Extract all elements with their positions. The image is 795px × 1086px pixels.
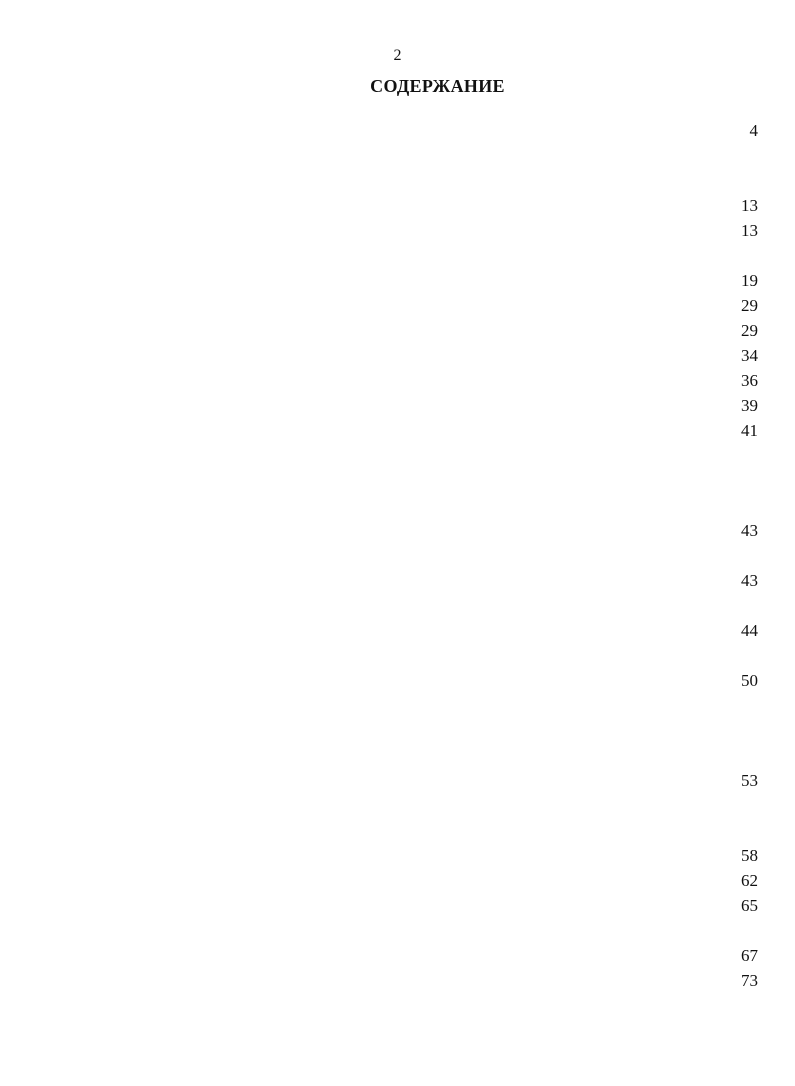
toc-entry-page: 29 bbox=[741, 296, 758, 315]
toc-entry-page: 41 bbox=[741, 421, 758, 440]
toc-title: СОДЕРЖАНИЕ bbox=[370, 76, 505, 96]
toc-entry-page: 53 bbox=[741, 771, 758, 790]
toc-entry-page: 39 bbox=[741, 396, 758, 415]
toc-entry-page: 29 bbox=[741, 321, 758, 340]
toc-entry-page: 34 bbox=[741, 346, 758, 365]
toc-entry-page: 13 bbox=[741, 196, 758, 215]
toc-entry-page: 58 bbox=[741, 846, 758, 865]
toc-entry-page: 67 bbox=[741, 946, 758, 965]
toc-entry-page: 65 bbox=[741, 896, 758, 915]
toc-entry-page: 43 bbox=[741, 521, 758, 540]
page-number: 2 bbox=[393, 47, 402, 64]
toc-entry-page: 13 bbox=[741, 221, 758, 240]
toc-entry-page: 73 bbox=[741, 971, 758, 990]
toc-entry-page: 43 bbox=[741, 571, 758, 590]
toc-entry-page: 19 bbox=[741, 271, 758, 290]
toc-entry-page: 36 bbox=[741, 371, 758, 390]
toc-entry-page: 4 bbox=[749, 121, 758, 140]
toc-entry-page: 62 bbox=[741, 871, 758, 890]
toc-entry-page: 44 bbox=[741, 621, 758, 640]
toc-entry-page: 50 bbox=[741, 671, 758, 690]
